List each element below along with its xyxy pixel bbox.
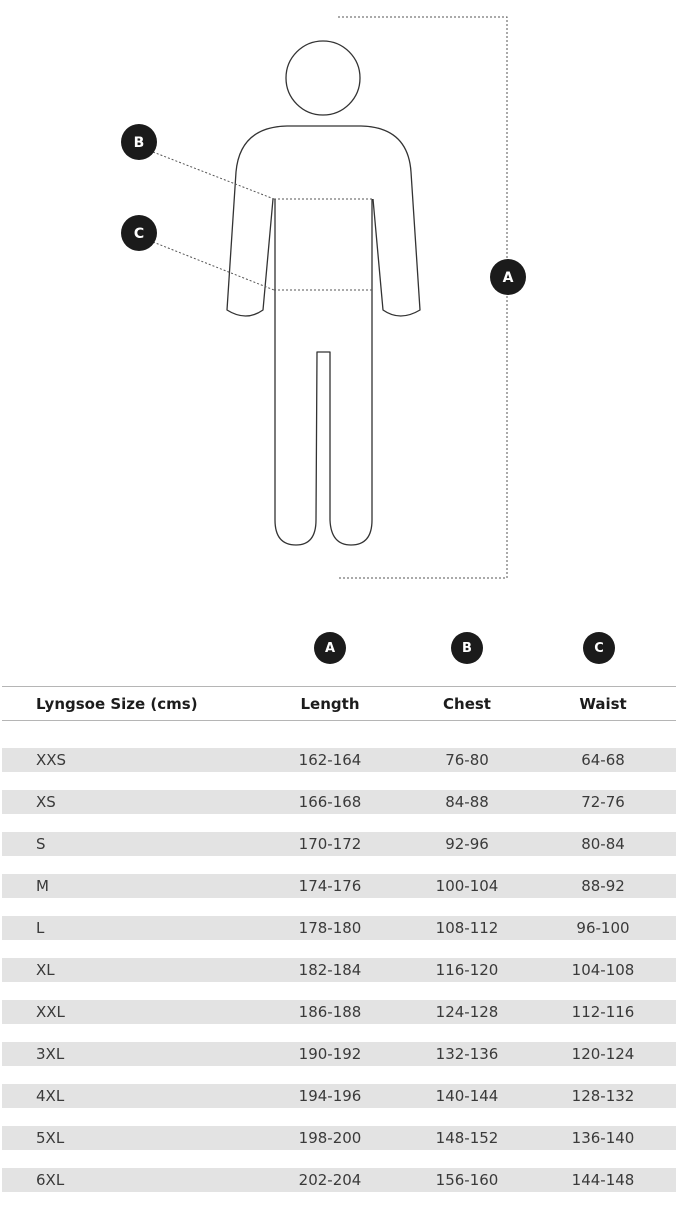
figure-legs (275, 199, 372, 545)
cell-size: XL (36, 961, 55, 979)
badge-a (490, 259, 526, 295)
cell-chest: 148-152 (435, 1129, 499, 1147)
waist-leader-line (153, 242, 274, 290)
svg-text:B: B (133, 135, 145, 151)
table-row (2, 1084, 676, 1108)
figure-torso-arms (227, 126, 420, 316)
cell-waist: 136-140 (571, 1129, 635, 1147)
cell-size: XXS (36, 751, 67, 769)
header-length: Length (300, 695, 360, 713)
cell-waist: 72-76 (581, 793, 625, 811)
cell-length: 174-176 (298, 877, 362, 895)
cell-chest: 156-160 (435, 1171, 499, 1189)
table-row (2, 916, 676, 940)
cell-waist: 128-132 (571, 1087, 635, 1105)
cell-size: 4XL (36, 1087, 65, 1105)
column-badge-b: B (451, 632, 483, 664)
badge-b (121, 124, 157, 160)
cell-size: M (36, 877, 49, 895)
cell-chest: 100-104 (435, 877, 499, 895)
table-row (2, 790, 676, 814)
cell-chest: 116-120 (435, 961, 499, 979)
chest-leader-line (153, 152, 274, 199)
cell-size: 5XL (36, 1129, 65, 1147)
cell-waist: 104-108 (571, 961, 635, 979)
table-header-row (2, 688, 676, 720)
table-row (2, 1000, 676, 1024)
cell-chest: 92-96 (445, 835, 489, 853)
cell-size: L (36, 919, 45, 937)
badge-c (121, 215, 157, 251)
body-measurement-figure (0, 0, 700, 600)
header-bottom-rule (2, 720, 676, 721)
cell-chest: 76-80 (445, 751, 489, 769)
cell-waist: 112-116 (571, 1003, 635, 1021)
cell-length: 190-192 (298, 1045, 362, 1063)
cell-chest: 132-136 (435, 1045, 499, 1063)
cell-chest: 124-128 (435, 1003, 499, 1021)
cell-chest: 108-112 (435, 919, 499, 937)
cell-size: XS (36, 793, 56, 811)
table-row (2, 748, 676, 772)
header-chest: Chest (443, 695, 491, 713)
cell-waist: 80-84 (581, 835, 625, 853)
cell-length: 198-200 (298, 1129, 362, 1147)
header-size: Lyngsoe Size (cms) (36, 695, 198, 713)
cell-length: 166-168 (298, 793, 362, 811)
cell-length: 170-172 (298, 835, 362, 853)
table-row (2, 832, 676, 856)
cell-size: 3XL (36, 1045, 65, 1063)
cell-size: S (36, 835, 46, 853)
cell-length: 162-164 (298, 751, 362, 769)
cell-size: 6XL (36, 1171, 65, 1189)
cell-waist: 96-100 (576, 919, 630, 937)
cell-size: XXL (36, 1003, 65, 1021)
cell-waist: 144-148 (571, 1171, 635, 1189)
figure-head (286, 41, 360, 115)
cell-length: 202-204 (298, 1171, 362, 1189)
length-bracket (338, 17, 507, 578)
table-row (2, 958, 676, 982)
cell-waist: 120-124 (571, 1045, 635, 1063)
header-waist: Waist (579, 695, 627, 713)
cell-length: 194-196 (298, 1087, 362, 1105)
column-badge-a: A (314, 632, 346, 664)
table-row (2, 1168, 676, 1192)
svg-text:C: C (133, 226, 145, 242)
table-row (2, 1042, 676, 1066)
cell-chest: 140-144 (435, 1087, 499, 1105)
cell-chest: 84-88 (445, 793, 489, 811)
table-row (2, 1126, 676, 1150)
cell-length: 178-180 (298, 919, 362, 937)
header-top-rule (2, 686, 676, 687)
cell-length: 186-188 (298, 1003, 362, 1021)
cell-waist: 64-68 (581, 751, 625, 769)
svg-text:A: A (502, 270, 514, 286)
cell-waist: 88-92 (581, 877, 625, 895)
column-badge-c: C (583, 632, 615, 664)
cell-length: 182-184 (298, 961, 362, 979)
table-row (2, 874, 676, 898)
